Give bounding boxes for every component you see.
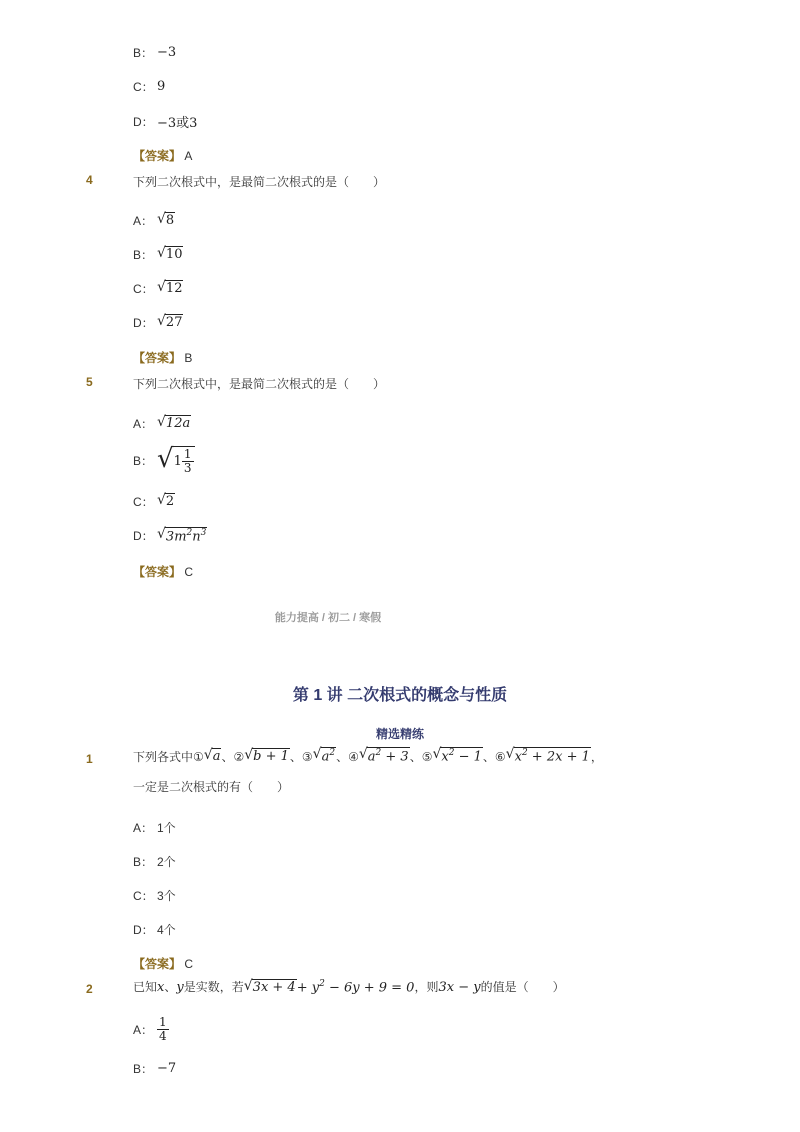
equation-tail (297, 979, 415, 995)
radical-sign: √ (505, 746, 515, 762)
option-label: D： (133, 115, 154, 129)
exponent: 2 (521, 748, 528, 758)
radical-sign: √ (157, 245, 166, 262)
radicand: 3x + 4 (252, 979, 296, 995)
answer-line (133, 349, 192, 366)
term: x (441, 749, 449, 765)
option-value: 2个 (157, 855, 176, 869)
radical-sign: √ (157, 414, 166, 431)
radicand (440, 747, 483, 765)
text-segment: 的值是（ ） (480, 980, 565, 994)
term: + 3 (381, 749, 409, 765)
option-label: A： (133, 821, 154, 835)
option-value: −3或3 (157, 116, 198, 131)
radical-sign: √ (157, 492, 166, 509)
option-label: B： (133, 248, 154, 262)
sqrt-expression (313, 747, 336, 765)
question-text (133, 978, 565, 995)
text-segment: 、③ (289, 749, 313, 764)
term-m: 3m (165, 529, 187, 545)
option-label: C： (133, 889, 154, 903)
option-c (133, 280, 183, 297)
answer-value: C (184, 565, 194, 579)
option-c (133, 78, 165, 95)
numerator: 1 (159, 1015, 167, 1029)
radicand (367, 747, 410, 765)
answer-line (133, 955, 193, 972)
option-label: B： (133, 855, 154, 869)
term: a (321, 749, 330, 765)
exponent: 2 (448, 748, 455, 758)
question-text-line2: 一定是二次根式的有（ ） (133, 780, 290, 794)
option-value: 4个 (157, 923, 176, 937)
radicand: b + 1 (253, 749, 289, 765)
radical-sign: √ (157, 526, 166, 542)
denominator: 3 (183, 461, 192, 476)
answer-tag: 【答案】 (133, 565, 182, 579)
question-text: 下列二次根式中，是最简二次根式的是（ ） (133, 175, 386, 189)
option-value: −3 (157, 45, 177, 60)
option-label: C： (133, 495, 154, 509)
exponent: 3 (200, 528, 207, 538)
text-segment: 、⑤ (409, 749, 433, 764)
radical-sign: √ (157, 211, 166, 228)
fraction (182, 448, 194, 475)
radicand: 27 (165, 315, 183, 331)
var-x: x (157, 980, 165, 995)
answer-tag: 【答案】 (133, 957, 182, 971)
option-value: −7 (157, 1061, 177, 1076)
option-label: A： (133, 417, 154, 431)
option-a (133, 212, 175, 229)
radical-sign: √ (432, 746, 442, 762)
exponent: 2 (329, 748, 336, 758)
option-c (133, 493, 175, 510)
radicand (321, 747, 337, 765)
sqrt-expression (244, 979, 297, 995)
radical-sign: √ (157, 444, 174, 474)
question-number: 1 (86, 752, 93, 766)
option-label: D： (133, 923, 154, 937)
radical-sign: √ (243, 977, 253, 994)
option-b (133, 246, 183, 263)
answer-tag: 【答案】 (133, 149, 182, 163)
sqrt-expression (157, 446, 195, 475)
radical-sign: √ (157, 279, 166, 296)
option-b (133, 1060, 176, 1077)
option-d (133, 112, 197, 131)
radical-sign: √ (157, 313, 166, 330)
text-segment: 、 (164, 980, 177, 994)
option-label: D： (133, 316, 154, 330)
answer-value: C (184, 957, 194, 971)
expression: 3x − y (438, 980, 481, 995)
term: x (514, 749, 522, 765)
answer-line (133, 563, 193, 580)
fraction (157, 1016, 169, 1043)
radicand: 12a (165, 416, 191, 432)
option-value: 3个 (157, 889, 176, 903)
text-segment: ，则 (414, 980, 439, 994)
term: a (367, 749, 376, 765)
question-text (133, 747, 603, 765)
text-segment: ， (590, 749, 603, 764)
option-b (133, 44, 176, 61)
sqrt-expression (157, 212, 175, 228)
option-a (133, 1016, 169, 1043)
sqrt-expression (359, 747, 410, 765)
text-segment: 、② (221, 749, 245, 764)
option-label: B： (133, 454, 154, 469)
answer-value: B (184, 351, 193, 365)
radicand: 10 (165, 247, 183, 263)
numerator: 1 (183, 447, 192, 461)
section-title: 精选精练 (375, 727, 424, 741)
option-c (133, 887, 176, 904)
radicand: 12 (165, 281, 183, 297)
option-label: C： (133, 282, 154, 296)
option-value: 9 (157, 79, 166, 94)
mixed-whole: 1 (173, 453, 182, 469)
term: − 6y + 9 = 0 (324, 980, 415, 995)
option-label: C： (133, 80, 154, 94)
sqrt-expression (157, 415, 191, 431)
radical-sign: √ (312, 746, 322, 762)
radicand: 8 (165, 213, 175, 229)
option-d (133, 314, 183, 331)
sqrt-expression (157, 314, 183, 330)
question-text: 下列二次根式中，是最简二次根式的是（ ） (133, 377, 386, 391)
text-segment: 是实数，若 (183, 980, 244, 994)
option-label: B： (133, 46, 154, 60)
radicand (173, 446, 195, 475)
sqrt-expression (157, 527, 207, 545)
option-label: A： (133, 214, 154, 228)
option-b (133, 853, 176, 870)
option-d (133, 921, 176, 938)
var-y: y (176, 980, 184, 995)
option-a (133, 415, 191, 432)
radicand (514, 747, 591, 765)
term: − 1 (454, 749, 482, 765)
text-segment: 、④ (336, 749, 359, 764)
exponent: 2 (186, 528, 193, 538)
answer-line (133, 147, 192, 164)
option-value: 1个 (157, 821, 176, 835)
radicand (165, 527, 207, 545)
sqrt-expression (432, 747, 482, 765)
sqrt-expression (157, 246, 183, 262)
option-label: B： (133, 1062, 154, 1076)
radicand: a (212, 749, 221, 765)
sqrt-expression (506, 747, 591, 765)
sqrt-expression (157, 280, 183, 296)
term: + 2x + 1 (527, 749, 590, 765)
option-a (133, 819, 176, 836)
breadcrumb: 能力提高 / 初二 / 寒假 (274, 612, 382, 624)
option-b (133, 446, 195, 475)
option-label: A： (133, 1023, 154, 1038)
sqrt-expression (244, 748, 290, 764)
denominator: 4 (159, 1029, 167, 1044)
term-n: n (192, 529, 201, 545)
sqrt-expression (204, 748, 222, 764)
text-segment: 下列各式中① (133, 749, 204, 764)
exponent: 2 (319, 978, 325, 989)
lecture-title: 第 1 讲 二次根式的概念与性质 (292, 687, 508, 704)
radical-sign: √ (244, 747, 254, 764)
answer-tag: 【答案】 (133, 351, 182, 365)
option-d (133, 527, 207, 545)
option-label: D： (133, 529, 154, 544)
radicand: 2 (165, 494, 175, 510)
question-number: 4 (86, 173, 93, 187)
question-number: 2 (86, 982, 93, 996)
text-segment: 已知 (133, 980, 158, 994)
answer-value: A (184, 149, 193, 163)
sqrt-expression (157, 493, 175, 509)
radical-sign: √ (203, 747, 213, 764)
exponent: 2 (375, 748, 382, 758)
term: + y (296, 980, 320, 995)
radical-sign: √ (358, 746, 368, 762)
text-segment: 、⑥ (482, 749, 506, 764)
question-number: 5 (86, 375, 93, 389)
